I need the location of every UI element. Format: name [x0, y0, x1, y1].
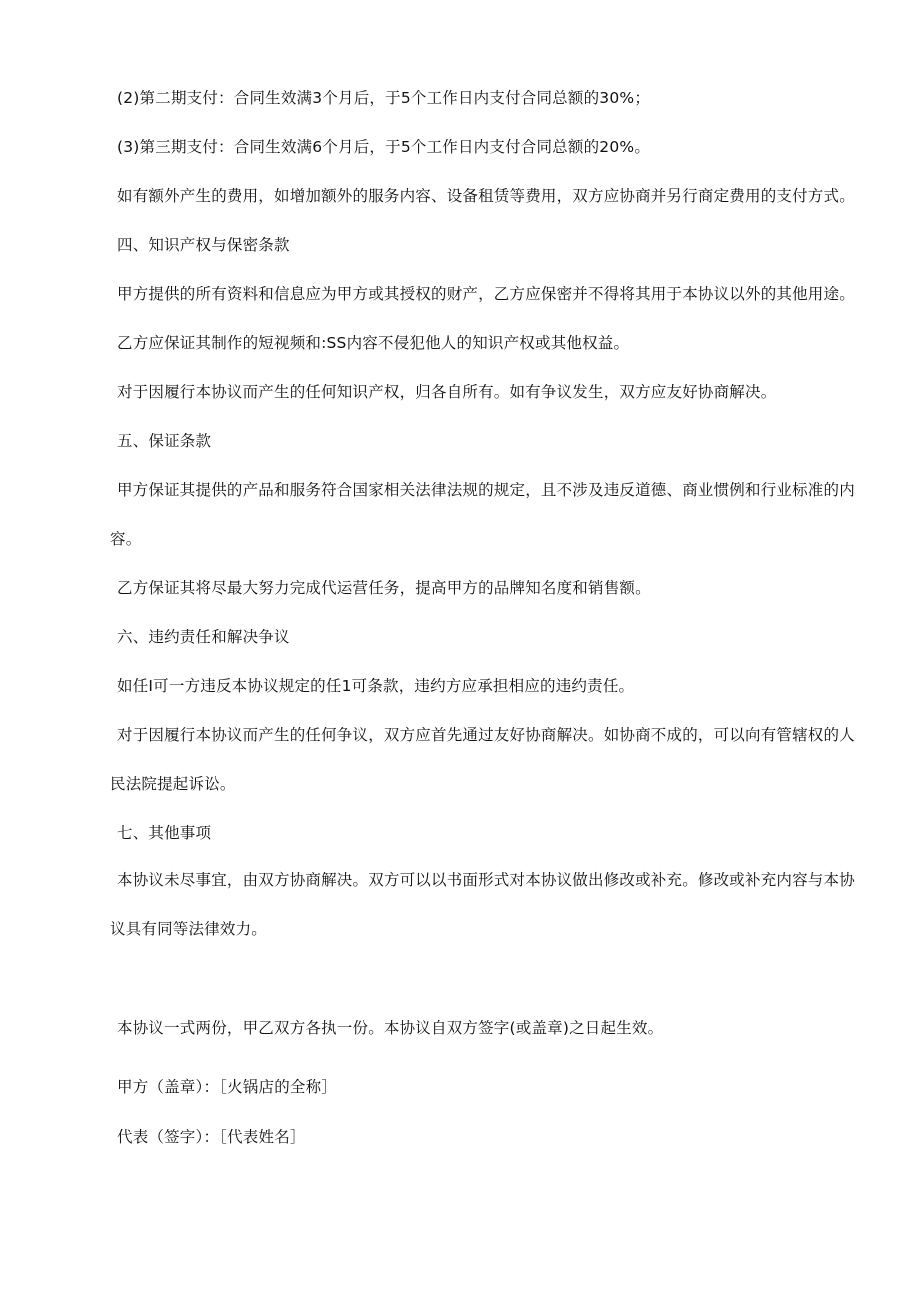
section-heading-warranty: 五、保证条款 — [117, 432, 212, 450]
ip-paragraph-2: 乙方应保证其制作的短视频和:SS内容不侵犯他人的知识产权或其他权益。 — [117, 334, 630, 352]
other-paragraph: 本协议未尽事宜，由双方协商解决。双方可以以书面形式对本协议做出修改或补充。修改或补充内容与本协 — [117, 871, 855, 889]
other-paragraph-cont: 议具有同等法律效力。 — [110, 920, 268, 938]
copies-paragraph: 本协议一式两份，甲乙双方各执一份。本协议自双方签字(或盖章)之日起生效。 — [117, 1019, 664, 1037]
section-heading-other: 七、其他事项 — [117, 824, 212, 842]
liability-paragraph-1: 如任I可一方违反本协议规定的任1可条款，违约方应承担相应的违约责任。 — [117, 677, 635, 695]
representative-signature-line: 代表（签字）：［代表姓名］ — [117, 1128, 306, 1146]
payment-term-2: (2)第二期支付：合同生效满3个月后，于5个工作日内支付合同总额的30%； — [117, 89, 651, 107]
liability-paragraph-2-cont: 民法院提起诉讼。 — [110, 775, 236, 793]
warranty-paragraph-2: 乙方保证其将尽最大努力完成代运营任务，提高甲方的品牌知名度和销售额。 — [117, 579, 651, 597]
payment-term-3: (3)第三期支付：合同生效满6个月后，于5个工作日内支付合同总额的20%。 — [117, 138, 651, 156]
section-heading-ip: 四、知识产权与保密条款 — [117, 236, 290, 254]
extra-fees-paragraph: 如有额外产生的费用，如增加额外的服务内容、设备租赁等费用，双方应协商并另行商定费用的支付方式。 — [117, 187, 855, 205]
section-heading-liability: 六、违约责任和解决争议 — [117, 628, 290, 646]
warranty-paragraph-1: 甲方保证其提供的产品和服务符合国家相关法律法规的规定，且不涉及违反道德、商业惯例和行业标准的内 — [117, 481, 855, 499]
party-a-seal-line: 甲方（盖章）：［火锅店的全称］ — [117, 1078, 338, 1096]
ip-paragraph-1: 甲方提供的所有资料和信息应为甲方或其授权的财产，乙方应保密并不得将其用于本协议以外的其他用途。 — [117, 285, 855, 303]
ip-paragraph-3: 对于因履行本协议而产生的任何知识产权，归各自所有。如有争议发生，双方应友好协商解决。 — [117, 383, 777, 401]
liability-paragraph-2: 对于因履行本协议而产生的任何争议，双方应首先通过友好协商解决。如协商不成的，可以向有管辖权的人 — [117, 726, 855, 744]
warranty-paragraph-1-cont: 容。 — [110, 530, 142, 548]
